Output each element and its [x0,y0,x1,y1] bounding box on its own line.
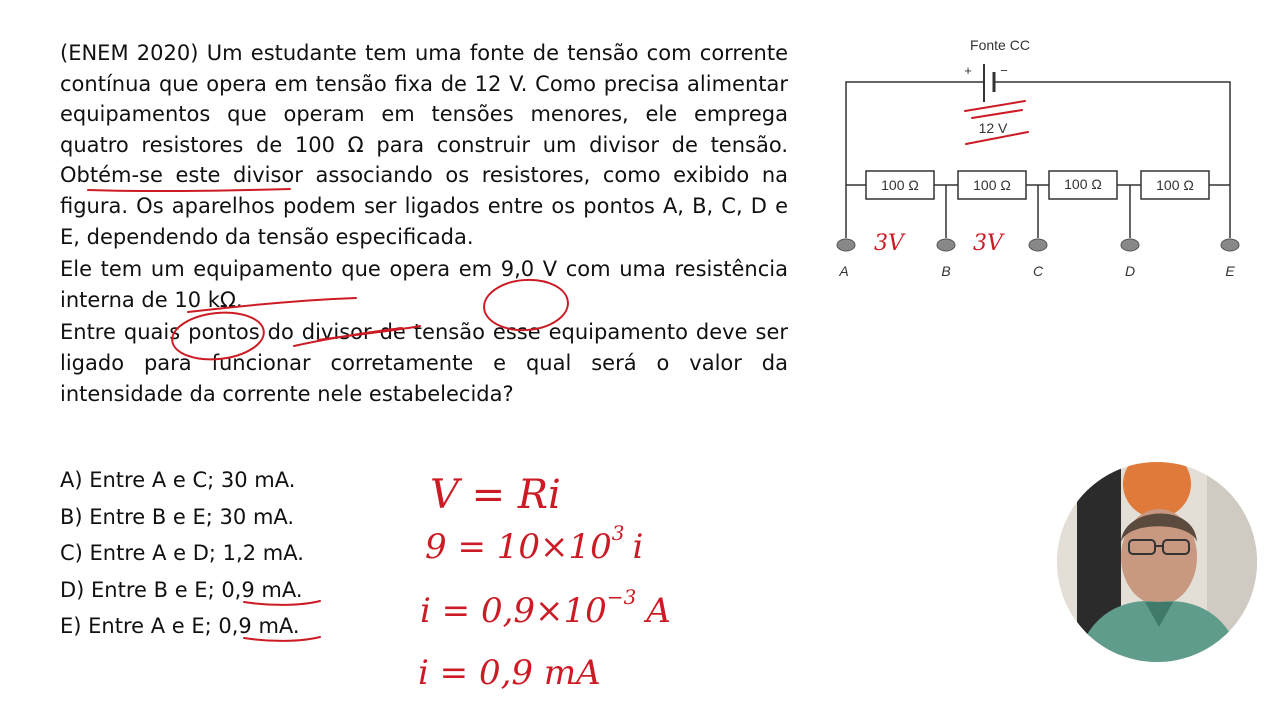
equation-substitution-main: 9 = 10×10 [425,527,612,567]
equation-current-si-tail: A [646,591,671,631]
point-e-label: E [1225,263,1235,279]
point-b-label: B [941,263,951,279]
top-wire-left [846,82,984,185]
source-label: Fonte CC [970,37,1030,53]
webcam-overlay [1057,462,1257,662]
equation-current-si-main: i = 0,9×10 [420,591,607,631]
point-c-label: C [1032,263,1044,279]
battery-minus-label: − [1000,63,1008,78]
source-voltage-label: 12 V [978,120,1008,136]
option-c: C) Entre A e D; 1,2 mA. [60,541,304,566]
drop-annotation-1: 3V [874,231,904,256]
question-text [60,38,788,411]
terminal-d [1121,239,1139,251]
drop-annotation-2: 3V [973,231,1003,256]
question-paragraph-2: Ele tem um equipamento que opera em 9,0 V com uma resistência interna de 10 kΩ. [60,257,788,312]
equation-current-result: i = 0,9 mA [418,653,601,693]
equation-substitution-tail: i [632,527,644,567]
resistor-1-label: 100 Ω [881,177,919,193]
question-paragraph-1: (ENEM 2020) Um estudante tem uma fonte de tensão com corrente contínua que opera em tensão fixa de 12 V. Como precisa alimentar equipamentos que operam em tensões menores, ele emprega quatro resistores de 100 Ω para construir um divisor de tensão. Obtém-se este divisor associando os resistores, como exibido na figura. Os aparelhos podem ser ligados entre os pontos A, B, C, D e E, dependendo da tensão especificada. [60,41,788,249]
option-a: A) Entre A e C; 30 mA. [60,468,296,492]
top-wire-right [994,82,1230,185]
terminal-a [837,239,855,251]
terminal-e [1221,239,1239,251]
equation-substitution-exp: 3 [611,521,625,545]
equation-current-si-exp: −3 [606,585,637,609]
question-paragraph-3: Entre quais pontos do divisor de tensão esse equipamento deve ser ligado para funcionar corretamente e qual será o valor da intensidade da corrente nele estabelecida? [60,320,788,406]
point-a-label: A [839,263,849,279]
point-d-label: D [1124,263,1136,279]
presenter-avatar [1057,462,1257,662]
resistor-3-label: 100 Ω [1064,176,1102,192]
resistor-2-label: 100 Ω [973,177,1011,193]
resistor-4-label: 100 Ω [1156,177,1194,193]
option-e: E) Entre A e E; 0,9 mA. [60,614,300,639]
option-b: B) Entre B e E; 30 mA. [60,504,295,529]
option-d: D) Entre B e E; 0,9 mA. [60,577,303,602]
answer-options [60,462,304,645]
equation-current-si [420,585,671,631]
equation-ohm-law: V = Ri [430,472,561,518]
terminal-b [937,239,955,251]
voltage-divider-circuit [820,30,1250,290]
equation-substitution [425,521,643,567]
terminal-c [1029,239,1047,251]
battery-plus-label: + [964,63,972,78]
